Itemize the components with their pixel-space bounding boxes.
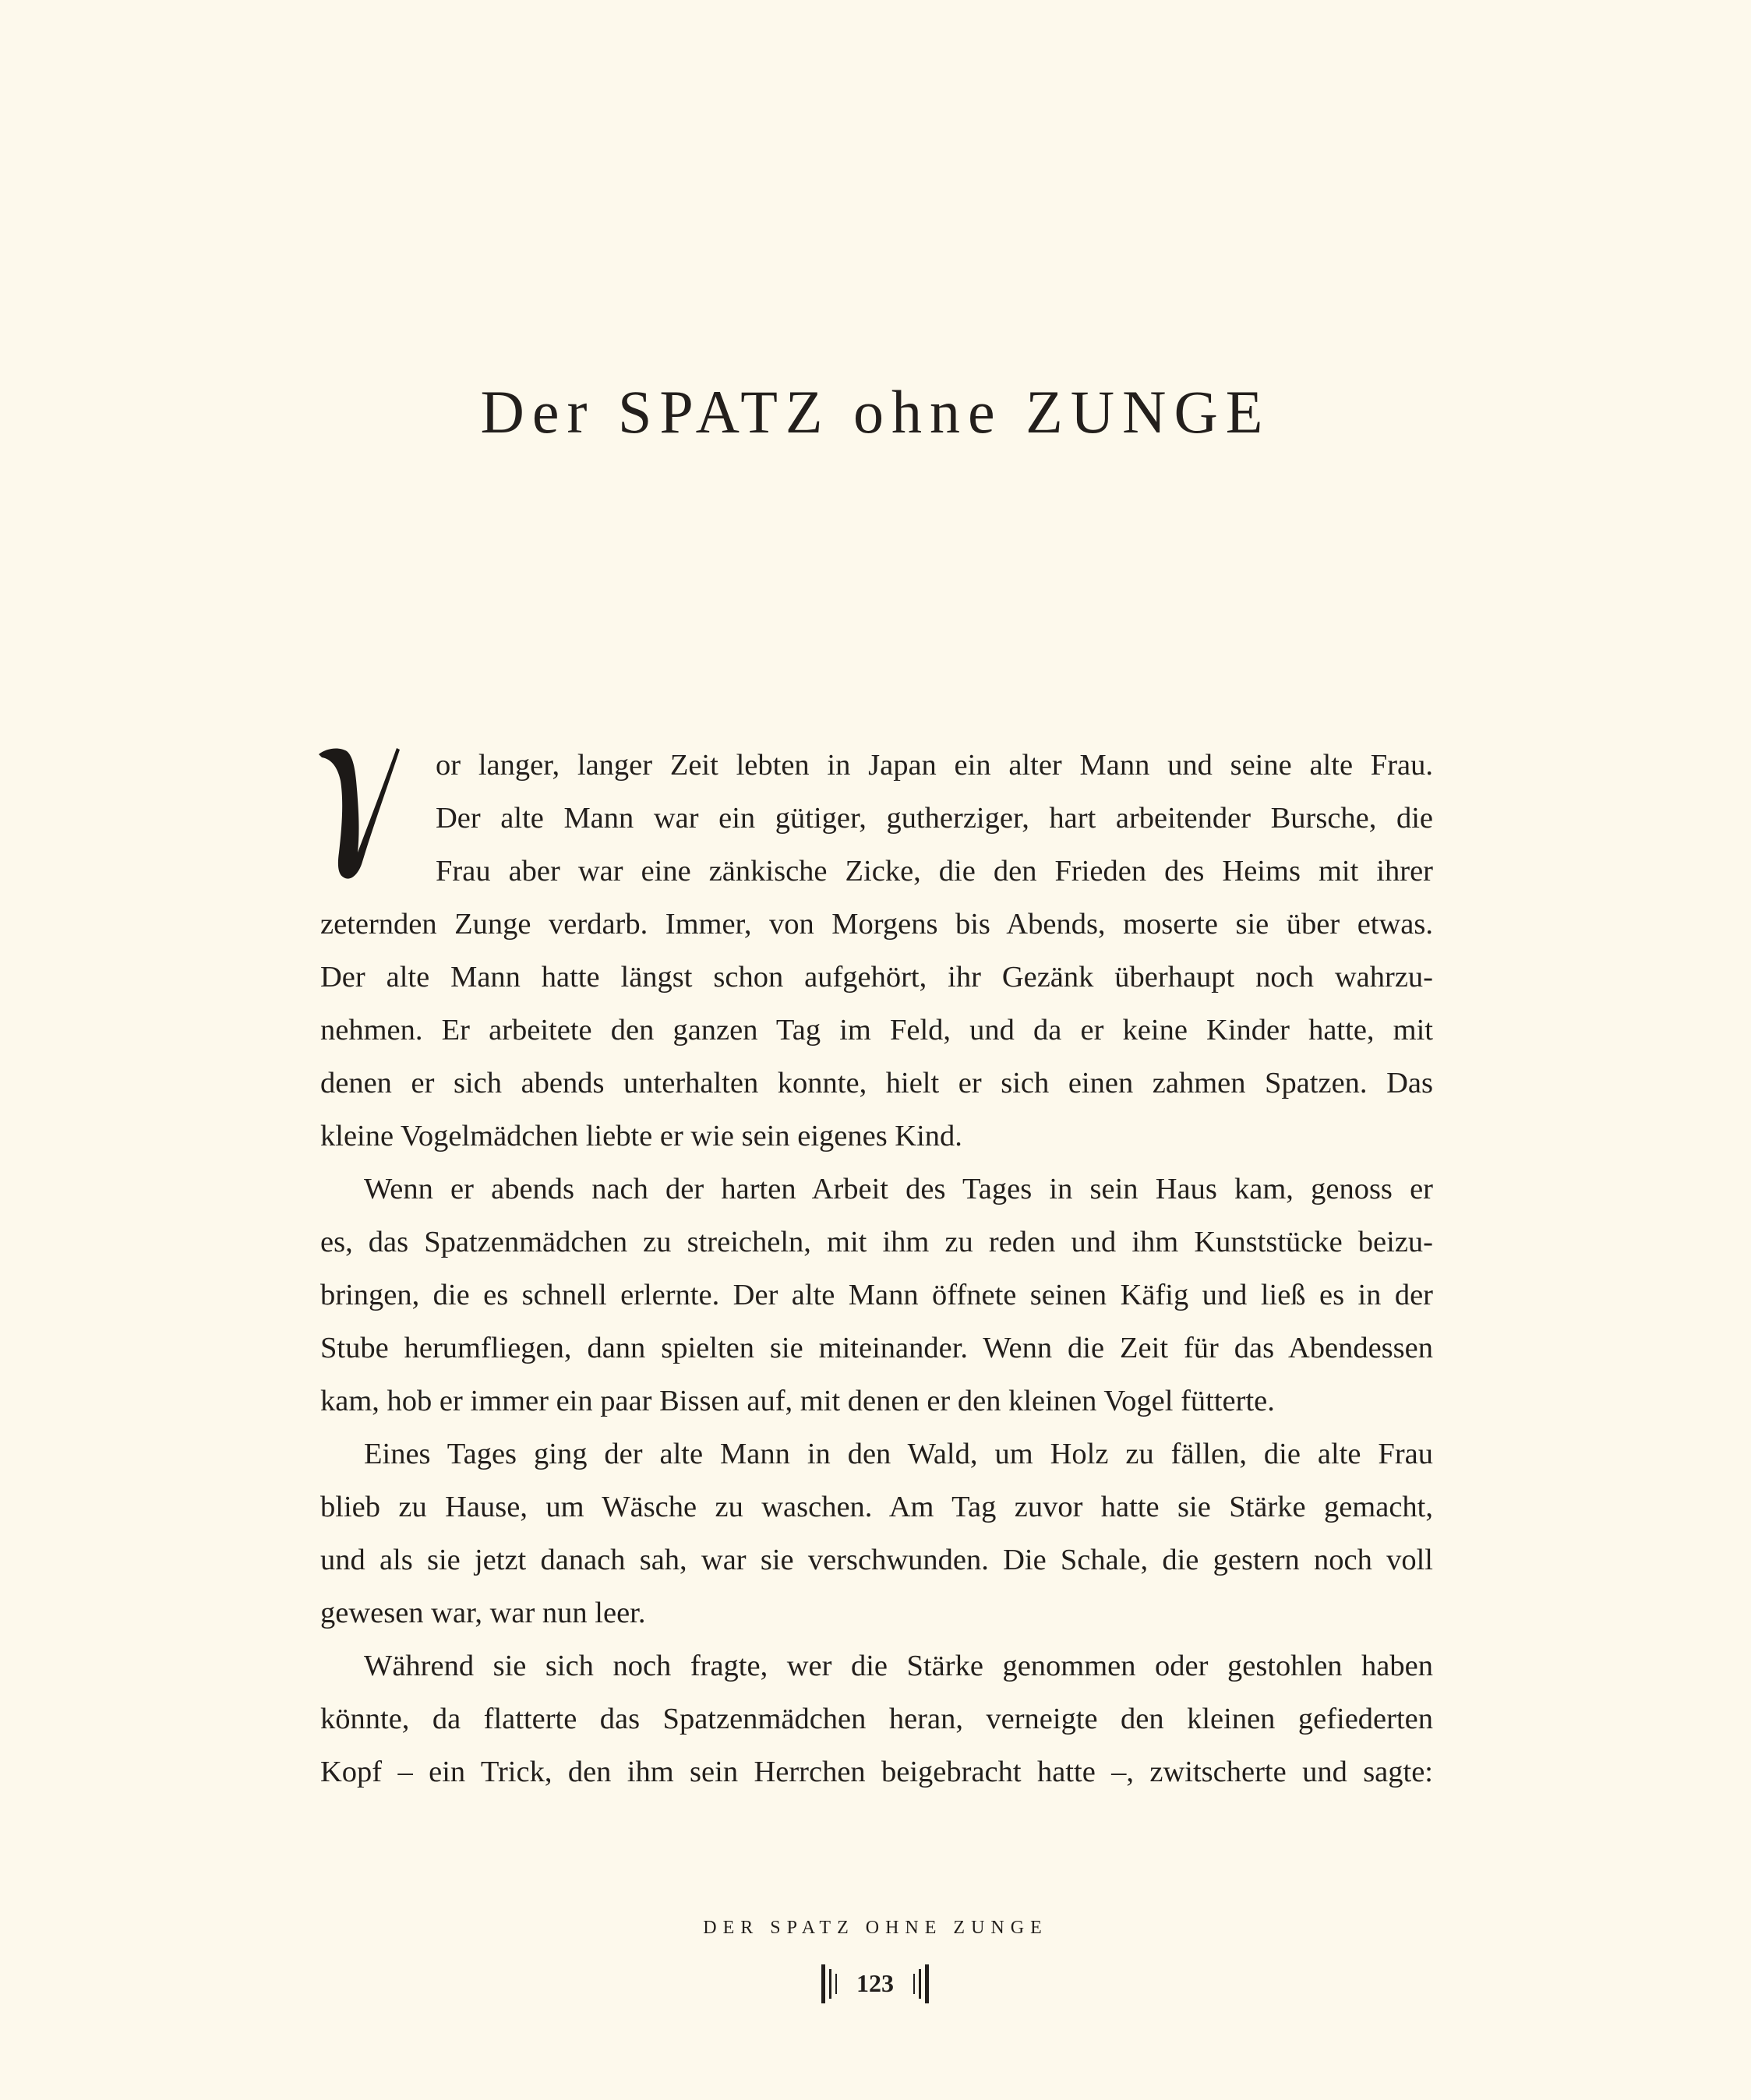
dropcap-v bbox=[316, 745, 401, 882]
text-line: Kopf – ein Trick, den ihm sein Herrchen beigebracht hatte –, zwitscherte und sagte: bbox=[320, 1756, 1433, 1788]
text-line: bringen, die es schnell erlernte. Der alte Mann öffnete seinen Käfig und ließ es in der bbox=[320, 1279, 1433, 1311]
text-line: kam, hob er immer ein paar Bissen auf, mit denen er den kleinen Vogel fütterte. bbox=[320, 1385, 1275, 1417]
text-line: Der alte Mann war ein gütiger, gutherziger, hart arbeitender Bursche, die bbox=[436, 802, 1433, 835]
running-head: DER SPATZ OHNE ZUNGE bbox=[703, 1918, 1048, 1938]
page-title: Der SPATZ ohne ZUNGE bbox=[480, 378, 1271, 446]
text-line: zeternden Zunge verdarb. Immer, von Morgens bis Abends, moserte sie über etwas. bbox=[320, 908, 1433, 941]
text-line: Frau aber war eine zänkische Zicke, die den Frieden des Heims mit ihrer bbox=[436, 855, 1433, 888]
left-bars-ornament bbox=[820, 1964, 842, 2003]
text-line: or langer, langer Zeit lebten in Japan ein alter Mann und seine alte Frau. bbox=[436, 749, 1433, 782]
right-bars-ornament bbox=[909, 1964, 930, 2003]
page-number: 123 bbox=[856, 1969, 894, 1997]
text-line: denen er sich abends unterhalten konnte, hielt er sich einen zahmen Spatzen. Das bbox=[320, 1067, 1433, 1099]
story-text bbox=[320, 739, 1433, 1788]
text-line: Der alte Mann hatte längst schon aufgehört, ihr Gezänk überhaupt noch wahrzu- bbox=[320, 961, 1433, 994]
text-line: nehmen. Er arbeitete den ganzen Tag im Feld, und da er keine Kinder hatte, mit bbox=[320, 1014, 1433, 1046]
text-line: könnte, da flatterte das Spatzenmädchen heran, verneigte den kleinen gefiederten bbox=[320, 1703, 1433, 1735]
text-line: kleine Vogelmädchen liebte er wie sein eigenes Kind. bbox=[320, 1120, 962, 1152]
text-line: Stube herumfliegen, dann spielten sie miteinander. Wenn die Zeit für das Abendessen bbox=[320, 1332, 1433, 1364]
text-line: blieb zu Hause, um Wäsche zu waschen. Am Tag zuvor hatte sie Stärke gemacht, bbox=[320, 1491, 1433, 1523]
text-line: es, das Spatzenmädchen zu streicheln, mit ihm zu reden und ihm Kunststücke beizu- bbox=[320, 1226, 1433, 1258]
text-line: und als sie jetzt danach sah, war sie verschwunden. Die Schale, die gestern noch voll bbox=[320, 1544, 1433, 1576]
text-line: gewesen war, war nun leer. bbox=[320, 1597, 646, 1629]
page-number-ornament bbox=[817, 1963, 934, 2006]
text-line: Während sie sich noch fragte, wer die Stärke genommen oder gestohlen haben bbox=[364, 1650, 1433, 1682]
text-line: Wenn er abends nach der harten Arbeit des Tages in sein Haus kam, genoss er bbox=[364, 1173, 1433, 1205]
text-line: Eines Tages ging der alte Mann in den Wald, um Holz zu fällen, die alte Frau bbox=[364, 1438, 1433, 1470]
